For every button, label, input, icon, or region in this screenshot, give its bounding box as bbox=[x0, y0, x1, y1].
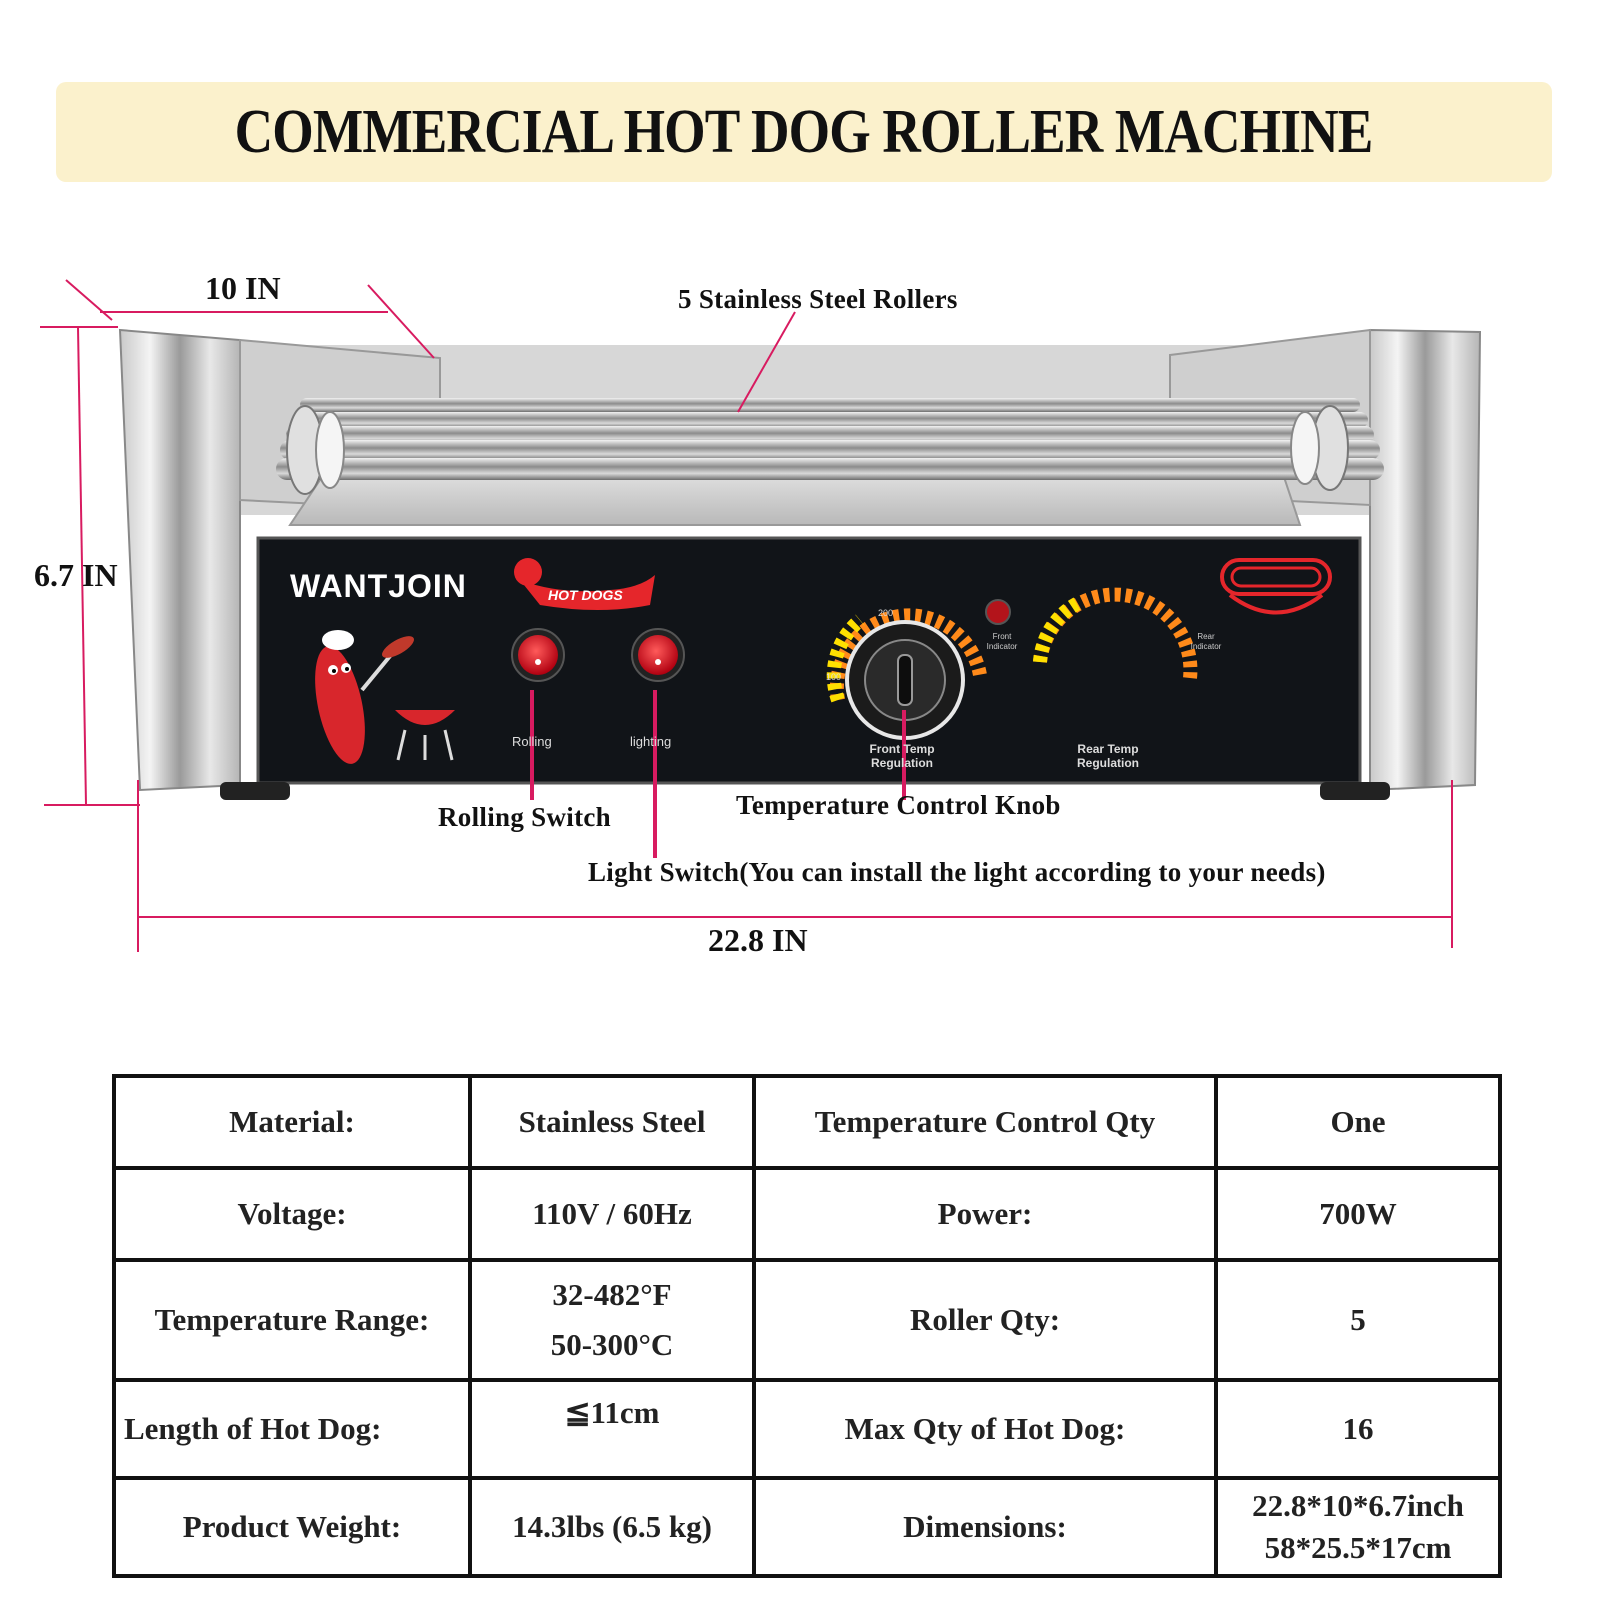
table-row bbox=[114, 1076, 1500, 1168]
spec-value: One bbox=[1216, 1076, 1500, 1168]
roller bbox=[292, 412, 1368, 428]
spec-label: Length of Hot Dog: bbox=[114, 1380, 470, 1478]
spec-value bbox=[1216, 1478, 1500, 1576]
table-row bbox=[114, 1260, 1500, 1380]
spec-label: Product Weight: bbox=[114, 1478, 470, 1576]
table-row bbox=[114, 1478, 1500, 1576]
roller-end-cap bbox=[316, 412, 344, 488]
depth-dimension-label: 10 IN bbox=[205, 270, 281, 306]
title-banner bbox=[56, 82, 1552, 182]
width-dimension-label: 22.8 IN bbox=[708, 922, 808, 958]
lighting-switch-label: lighting bbox=[630, 734, 672, 749]
spec-label: Max Qty of Hot Dog: bbox=[754, 1380, 1216, 1478]
foot bbox=[220, 782, 290, 800]
right-side-plate bbox=[1370, 330, 1480, 790]
product-illustration bbox=[0, 200, 1600, 1000]
spec-value: 110V / 60Hz bbox=[470, 1168, 754, 1260]
spec-label: Dimensions: bbox=[754, 1478, 1216, 1576]
front-indicator-light bbox=[986, 600, 1010, 624]
spec-label: Roller Qty: bbox=[754, 1260, 1216, 1380]
spec-label: Material: bbox=[114, 1076, 470, 1168]
rolling-switch-button[interactable] bbox=[512, 629, 564, 681]
table-row bbox=[114, 1168, 1500, 1260]
brand-logo: WANTJOIN bbox=[290, 568, 467, 604]
spec-value: Stainless Steel bbox=[470, 1076, 754, 1168]
front-indicator-label: Front Indicator bbox=[986, 632, 1018, 651]
lighting-switch-button[interactable] bbox=[632, 629, 684, 681]
dial-mark-200: 200 bbox=[878, 608, 894, 618]
spec-label: Temperature Range: bbox=[114, 1260, 470, 1380]
temp-range-fahrenheit: 32-482°F bbox=[552, 1277, 672, 1313]
table-row bbox=[114, 1380, 1500, 1478]
rollers-callout: 5 Stainless Steel Rollers bbox=[678, 284, 958, 314]
roller bbox=[280, 440, 1380, 460]
spec-value: 700W bbox=[1216, 1168, 1500, 1260]
rolling-switch-callout: Rolling Switch bbox=[438, 802, 611, 832]
temperature-knob-callout: Temperature Control Knob bbox=[736, 790, 1061, 820]
dial-mark-100: 100 bbox=[826, 672, 842, 682]
spec-label: Power: bbox=[754, 1168, 1216, 1260]
spec-value: ≦11cm bbox=[470, 1380, 754, 1478]
front-temp-label: Front Temp Regulation bbox=[869, 742, 935, 770]
badge-text: HOT DOGS bbox=[548, 587, 623, 603]
dimensions-cm: 58*25.5*17cm bbox=[1264, 1530, 1452, 1565]
foot bbox=[1320, 782, 1390, 800]
spec-value bbox=[470, 1260, 754, 1380]
light-switch-callout: Light Switch(You can install the light according to your needs) bbox=[588, 857, 1326, 887]
height-dimension-label: 6.7 IN bbox=[34, 557, 118, 593]
spec-value: 16 bbox=[1216, 1380, 1500, 1478]
roller bbox=[300, 398, 1360, 412]
rear-indicator-label: Rear Indicator bbox=[1190, 632, 1222, 651]
spec-label: Voltage: bbox=[114, 1168, 470, 1260]
specification-table bbox=[112, 1074, 1502, 1578]
dimensions-inch: 22.8*10*6.7inch bbox=[1252, 1488, 1464, 1524]
spec-value: 14.3lbs (6.5 kg) bbox=[470, 1478, 754, 1576]
spec-label: Temperature Control Qty bbox=[754, 1076, 1216, 1168]
page-title: COMMERCIAL HOT DOG ROLLER MACHINE bbox=[235, 97, 1373, 166]
left-side-plate bbox=[120, 330, 240, 790]
rear-temp-label: Rear Temp Regulation bbox=[1077, 742, 1139, 770]
temp-range-celsius: 50-300°C bbox=[550, 1327, 674, 1362]
depth-leader-left bbox=[66, 280, 112, 320]
rolling-switch-label: Rolling bbox=[512, 734, 552, 749]
roller-end-cap bbox=[1291, 412, 1319, 484]
spec-value: 5 bbox=[1216, 1260, 1500, 1380]
roller bbox=[276, 458, 1384, 480]
